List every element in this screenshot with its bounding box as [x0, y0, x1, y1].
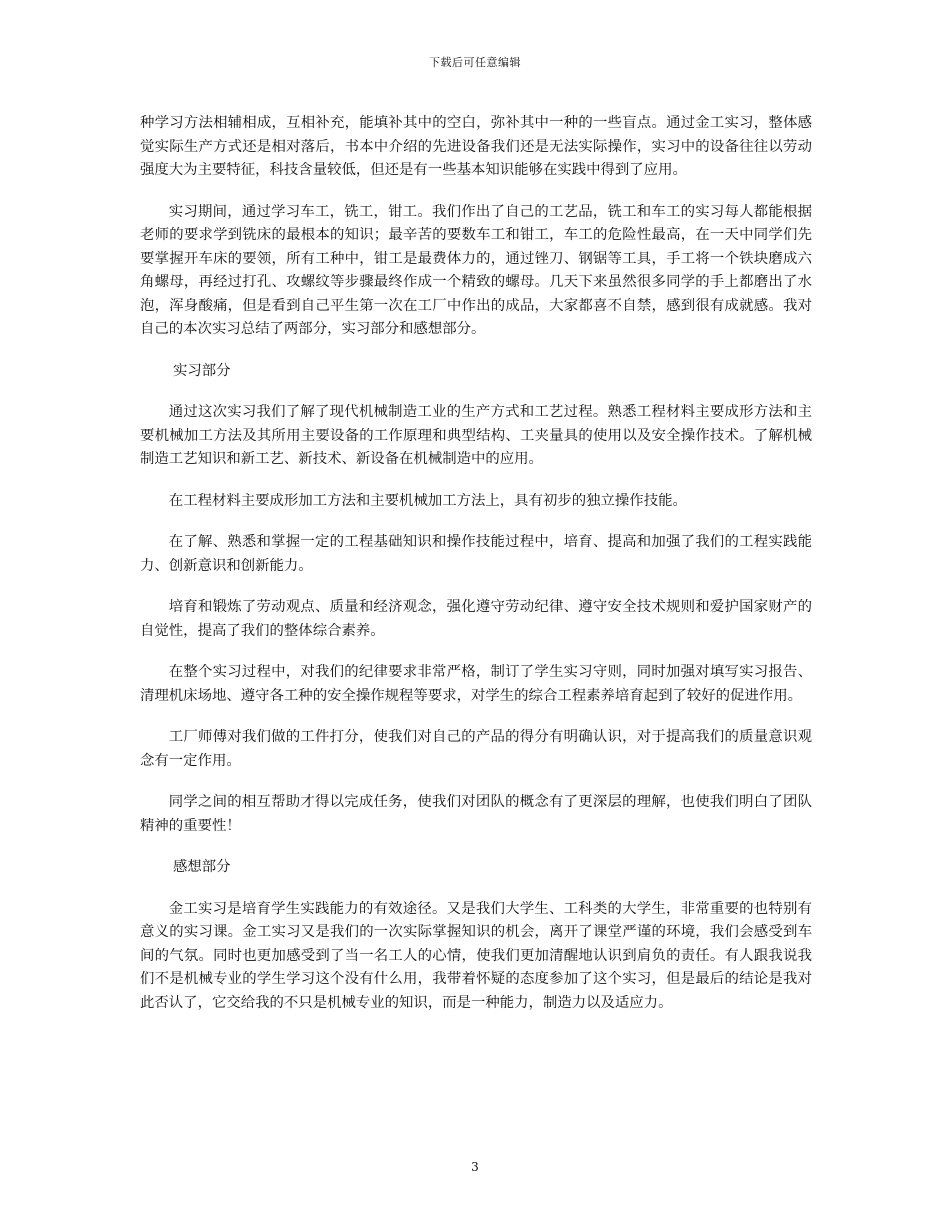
paragraph-3: 通过这次实习我们了解了现代机械制造工业的生产方式和工艺过程。熟悉工程材料主要成形方法和主要机械加工方法及其所用主要设备的工作原理和典型结构、工夹量具的使用以及安全操作技术。了解机械制造工艺知识和新工艺、新技术、新设备在机械制造中的应用。	[140, 404, 812, 467]
paragraph-7: 在整个实习过程中，对我们的纪律要求非常严格，制订了学生实习守则，同时加强对填写实习报告、清理机床场地、遵守各工种的安全操作规程等要求，对学生的综合工程素养培育起到了较好的促进作用。	[140, 664, 812, 704]
paragraph-9: 同学之间的相互帮助才得以完成任务，使我们对团队的概念有了更深层的理解，也使我们明白了团队精神的重要性！	[140, 794, 812, 834]
paragraph-4: 在工程材料主要成形加工方法和主要机械加工方法上，具有初步的独立操作技能。	[168, 492, 687, 509]
header-note: 下载后可任意编辑	[429, 56, 521, 69]
paragraph-5: 在了解、熟悉和掌握一定的工程基础知识和操作技能过程中，培育、提高和加强了我们的工程实践能力、创新意识和创新能力。	[140, 534, 812, 574]
section-heading-reflection: 感想部分	[173, 859, 231, 875]
paragraph-2: 实习期间，通过学习车工，铣工，钳工。我们作出了自己的工艺品，铣工和车工的实习每人都能根据老师的要求学到铣床的最根本的知识；最辛苦的要数车工和钳工，车工的危险性最高，在一天中同学们先要掌握开车床的要领，所有工种中，钳工是最费体力的，通过锉刀、钢锯等工具，手工将一个铁块磨成六角螺母，再经过打孔、攻螺纹等步骤最终作成一个精致的螺母。几天下来虽然很多同学的手上都磨出了水泡，浑身酸痛，但是看到自己平生第一次在工厂中作出的成品，大家都喜不自禁，感到很有成就感。我对自己的本次实习总结了两部分，实习部分和感想部分。	[140, 203, 812, 337]
section-heading-practice: 实习部分	[173, 362, 231, 379]
document-body	[140, 112, 812, 1033]
page-number: 3	[471, 1160, 479, 1174]
paragraph-8: 工厂师傅对我们做的工件打分，使我们对自己的产品的得分有明确认识，对于提高我们的质量意识观念有一定作用。	[140, 729, 812, 769]
paragraph-1: 种学习方法相辅相成，互相补充，能填补其中的空白，弥补其中一种的一些盲点。通过金工实习，整体感觉实际生产方式还是相对落后，书本中介绍的先进设备我们还是无法实际操作，实习中的设备往往以劳动强度大为主要特征，科技含量较低，但还是有一些基本知识能够在实践中得到了应用。	[140, 115, 812, 178]
paragraph-10: 金工实习是培育学生实践能力的有效途径。又是我们大学生、工科类的大学生，非常重要的也特别有意义的实习课。金工实习又是我们的一次实际掌握知识的机会，离开了课堂严谨的环境，我们会感受到车间的气氛。同时也更加感受到了当一名工人的心情，使我们更加清醒地认识到肩负的责任。有人跟我说我们不是机械专业的学生学习这个没有什么用，我带着怀疑的态度参加了这个实习，但是最后的结论是我对此否认了，它交给我的不只是机械专业的知识，而是一种能力，制造力以及适应力。	[140, 900, 812, 1011]
paragraph-6: 培育和锻炼了劳动观点、质量和经济观念，强化遵守劳动纪律、遵守安全技术规则和爱护国家财产的自觉性，提高了我们的整体综合素养。	[140, 599, 812, 639]
